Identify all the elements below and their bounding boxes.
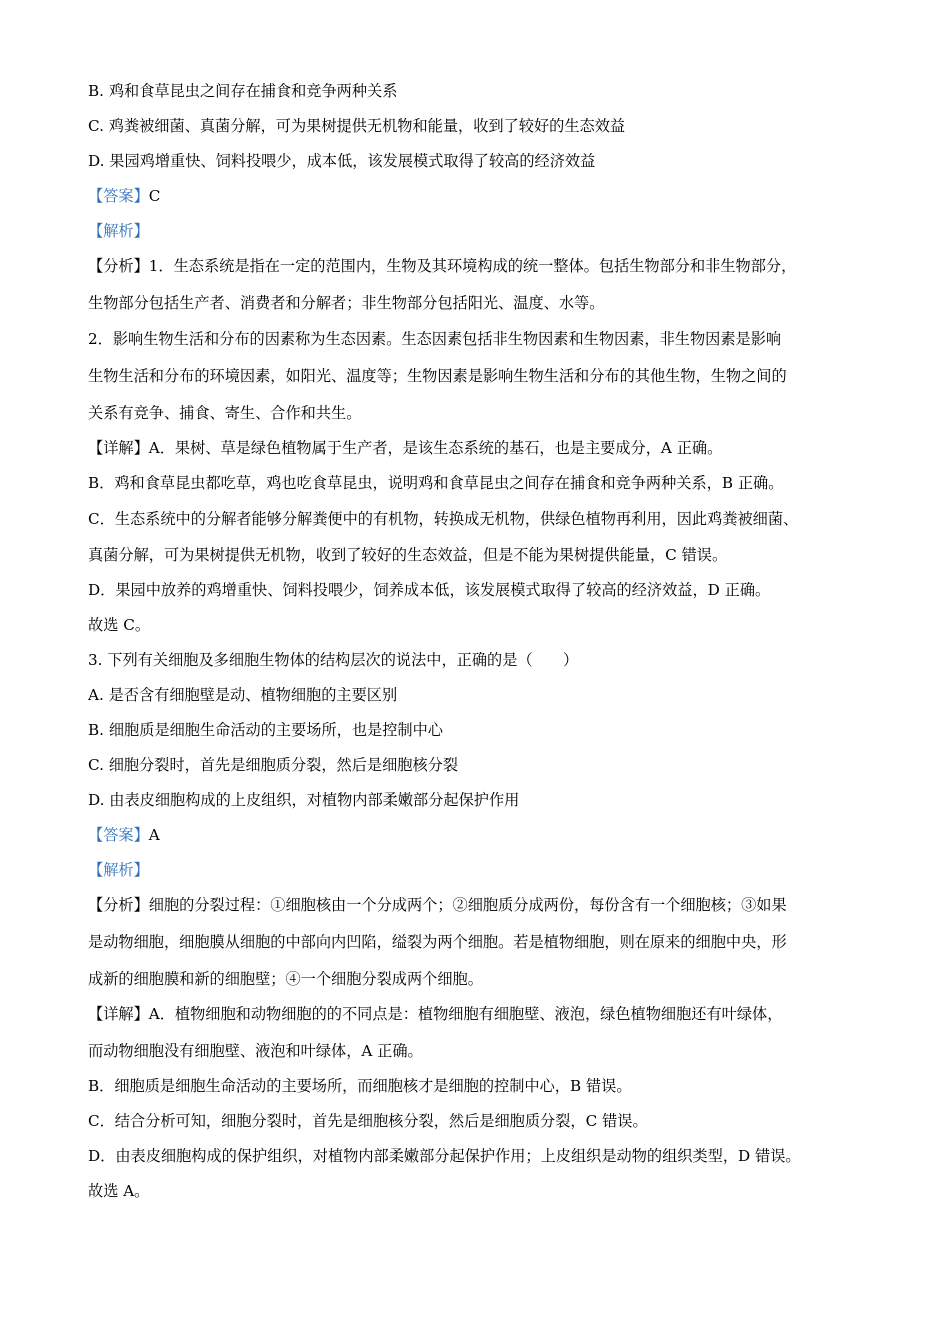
fenxi-text: 1．生态系统是指在一定的范围内，生物及其环境构成的统一整体。包括生物部分和非生物部分， xyxy=(148,257,797,275)
q2-fenxi-line: 2．影响生物生活和分布的因素称为生态因素。生态因素包括非生物因素和生物因素，非生物因素是影响 xyxy=(88,330,782,348)
q2-xiangjie-line xyxy=(88,438,722,458)
q2-analysis-heading xyxy=(88,221,149,241)
q3-fenxi-line xyxy=(88,895,787,915)
q3-fenxi-line: 是动物细胞，细胞膜从细胞的中部向内凹陷，缢裂为两个细胞。若是植物细胞，则在原来的细胞中央，形 xyxy=(88,933,787,951)
q2-xiangjie-line: B．鸡和食草昆虫都吃草，鸡也吃食草昆虫，说明鸡和食草昆虫之间存在捕食和竞争两种关系，B 正确。 xyxy=(88,474,784,492)
q2-xiangjie-line: 真菌分解，可为果树提供无机物，收到了较好的生态效益，但是不能为果树提供能量，C 错误。 xyxy=(88,546,728,564)
q3-option-d: D. 由表皮细胞构成的上皮组织，对植物内部柔嫩部分起保护作用 xyxy=(88,791,520,809)
answer-tag: 【答案】 xyxy=(88,187,149,205)
q3-xiangjie-line: D．由表皮细胞构成的保护组织，对植物内部柔嫩部分起保护作用；上皮组织是动物的组织类型，D 错误。 xyxy=(88,1147,801,1165)
xiangjie-tag: 【详解】 xyxy=(88,1005,149,1023)
q2-conclusion: 故选 C。 xyxy=(88,616,151,634)
fenxi-text: 细胞的分裂过程：①细胞核由一个分成两个；②细胞质分成两份，每份含有一个细胞核；③如果 xyxy=(148,896,787,914)
q2-option-b: B. 鸡和食草昆虫之间存在捕食和竞争两种关系 xyxy=(88,82,398,100)
xiangjie-text: A．果树、草是绿色植物属于生产者，是该生态系统的基石，也是主要成分，A 正确。 xyxy=(148,439,723,457)
q2-fenxi-line: 生物部分包括生产者、消费者和分解者；非生物部分包括阳光、温度、水等。 xyxy=(88,294,605,312)
q3-option-b: B. 细胞质是细胞生命活动的主要场所，也是控制中心 xyxy=(88,721,443,739)
q3-question: 3. 下列有关细胞及多细胞生物体的结构层次的说法中，正确的是（ ） xyxy=(88,651,579,669)
q3-fenxi-line: 成新的细胞膜和新的细胞壁；④一个细胞分裂成两个细胞。 xyxy=(88,970,483,988)
q2-fenxi-line: 关系有竞争、捕食、寄生、合作和共生。 xyxy=(88,404,362,422)
answer-tag: 【答案】 xyxy=(88,826,149,844)
q3-xiangjie-line: 而动物细胞没有细胞壁、液泡和叶绿体，A 正确。 xyxy=(88,1042,423,1060)
fenxi-tag: 【分析】 xyxy=(88,257,149,275)
q3-analysis-heading xyxy=(88,860,149,880)
q2-fenxi-line: 生物生活和分布的环境因素，如阳光、温度等；生物因素是影响生物生活和分布的其他生物，生物之间的 xyxy=(88,367,787,385)
q3-xiangjie-line: C．结合分析可知，细胞分裂时，首先是细胞核分裂，然后是细胞质分裂，C 错误。 xyxy=(88,1112,648,1130)
q2-fenxi-line xyxy=(88,256,796,276)
q2-option-d: D. 果园鸡增重快、饲料投喂少，成本低，该发展模式取得了较高的经济效益 xyxy=(88,152,596,170)
xiangjie-text: A．植物细胞和动物细胞的的不同点是：植物细胞有细胞壁、液泡，绿色植物细胞还有叶绿体， xyxy=(148,1005,783,1023)
xiangjie-tag: 【详解】 xyxy=(88,439,149,457)
fenxi-tag: 【分析】 xyxy=(88,896,149,914)
q2-answer xyxy=(88,186,160,206)
q3-xiangjie-line xyxy=(88,1004,782,1024)
q3-answer xyxy=(88,825,160,845)
q2-option-c: C. 鸡粪被细菌、真菌分解，可为果树提供无机物和能量，收到了较好的生态效益 xyxy=(88,117,626,135)
q3-option-a: A. 是否含有细胞壁是动、植物细胞的主要区别 xyxy=(88,686,398,704)
answer-value: A xyxy=(148,826,160,844)
answer-value: C xyxy=(148,187,161,205)
q3-conclusion: 故选 A。 xyxy=(88,1182,150,1200)
analysis-tag: 【解析】 xyxy=(88,861,149,879)
q2-xiangjie-line: C．生态系统中的分解者能够分解粪便中的有机物，转换成无机物，供绿色植物再利用，因此鸡粪被细菌、 xyxy=(88,510,799,528)
q2-xiangjie-line: D．果园中放养的鸡增重快、饲料投喂少，饲养成本低，该发展模式取得了较高的经济效益，D 正确。 xyxy=(88,581,771,599)
q3-option-c: C. 细胞分裂时，首先是细胞质分裂，然后是细胞核分裂 xyxy=(88,756,459,774)
analysis-tag: 【解析】 xyxy=(88,222,149,240)
q3-xiangjie-line: B．细胞质是细胞生命活动的主要场所，而细胞核才是细胞的控制中心，B 错误。 xyxy=(88,1077,632,1095)
